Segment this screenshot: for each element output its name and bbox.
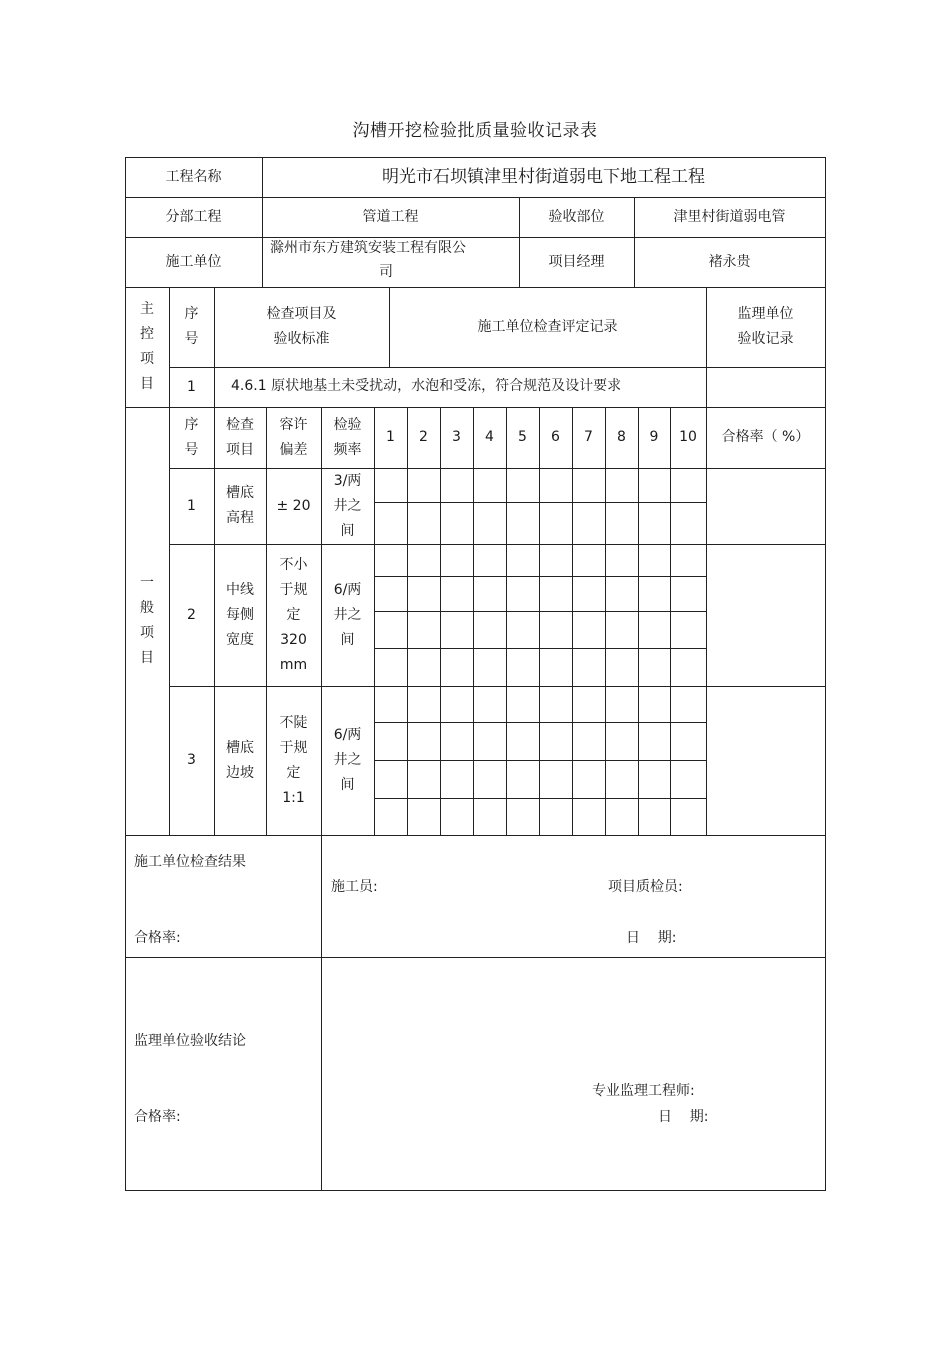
- supervision-engineer-label: 专业监理工程师:: [592, 1083, 695, 1099]
- header-text: 频率: [333, 441, 362, 458]
- sub-project-label: 分部工程: [165, 208, 222, 225]
- grid-line: [506, 407, 507, 836]
- cell-text: 每侧: [226, 606, 254, 623]
- grid-line: [440, 407, 441, 836]
- main-control-char: 控: [140, 326, 154, 342]
- cell-text: 于规: [279, 581, 308, 598]
- contractor-label: 施工单位: [165, 253, 222, 270]
- pass-rate-header: 合格率（ %）: [721, 429, 810, 445]
- general-label: [125, 407, 169, 835]
- point-number-header: 5: [518, 429, 527, 445]
- supervision-date-label: 日 期:: [658, 1109, 709, 1125]
- qc-label: 项目质检员:: [608, 879, 683, 895]
- cell-text: 宽度: [226, 631, 254, 648]
- point-number-header: 2: [419, 429, 428, 445]
- header-text: 验收记录: [737, 331, 794, 347]
- main-control-char: 主: [140, 301, 154, 317]
- cell-text: mm: [279, 656, 308, 673]
- cell-text: 1:1: [282, 789, 305, 806]
- cell-text: 于规: [279, 739, 308, 756]
- header-text: 监理单位: [737, 306, 794, 322]
- cell-text: 边坡: [226, 764, 254, 781]
- contractor-value-line1: 滁州市东方建筑安装工程有限公: [270, 240, 466, 256]
- grid-line: [125, 835, 826, 836]
- general-char: 般: [140, 600, 154, 616]
- cell-text: 定: [286, 606, 301, 623]
- grid-line: [374, 502, 707, 503]
- grid-line: [169, 544, 826, 545]
- point-number-header: 7: [584, 429, 593, 445]
- grid-line: [125, 287, 826, 288]
- grid-line: [374, 611, 707, 612]
- grid-line: [706, 287, 707, 836]
- header-text: 项目: [226, 441, 254, 458]
- grid-line: [634, 197, 635, 288]
- grid-line: [125, 157, 826, 158]
- general-tolerance-header: [266, 407, 321, 468]
- supervision-pass-rate-label: 合格率:: [134, 1109, 181, 1125]
- manager-label: 项目经理: [548, 253, 605, 270]
- grid-line: [374, 722, 707, 723]
- cell-text: 槽底: [226, 739, 254, 756]
- general-row-frequency: [321, 468, 374, 544]
- grid-line: [407, 407, 408, 836]
- grid-line: [169, 367, 826, 368]
- sub-project-value: 管道工程: [362, 208, 419, 225]
- general-row-tolerance: [266, 544, 321, 686]
- grid-line: [638, 407, 639, 836]
- grid-line: [572, 407, 573, 836]
- grid-line: [374, 760, 707, 761]
- cell-text: 320: [280, 631, 307, 648]
- cell-text: 不小: [279, 556, 308, 573]
- grid-line: [539, 407, 540, 836]
- general-row-seq: 3: [187, 752, 196, 768]
- contractor-pass-rate-label: 合格率:: [134, 930, 181, 946]
- grid-line: [321, 407, 322, 836]
- grid-line: [389, 287, 390, 368]
- grid-line: [374, 407, 375, 836]
- header-text: 序: [184, 416, 199, 433]
- header-text: 检查项目及: [266, 306, 337, 322]
- grid-line: [670, 407, 671, 836]
- cell-text: 井之: [333, 752, 362, 768]
- grid-line: [321, 835, 322, 1191]
- header-text: 容许: [279, 416, 308, 433]
- grid-line: [214, 287, 215, 836]
- general-char: 项: [140, 625, 154, 641]
- cell-text: 3/两: [333, 472, 362, 489]
- main-control-label: [125, 287, 169, 407]
- supervision-result-label: 监理单位验收结论: [134, 1033, 246, 1049]
- point-number-header: 1: [386, 429, 395, 445]
- header-text: 号: [184, 331, 199, 347]
- point-number-header: 10: [679, 429, 697, 445]
- general-row-seq: 1: [187, 497, 196, 514]
- general-row-seq: 2: [187, 606, 196, 623]
- cell-text: 间: [340, 777, 355, 793]
- point-number-header: 4: [485, 429, 494, 445]
- grid-line: [262, 157, 263, 288]
- manager-value: 褚永贵: [708, 253, 751, 270]
- general-row-item: [214, 686, 266, 835]
- page-title: 沟槽开挖检验批质量验收记录表: [352, 121, 598, 141]
- main-row-text: 4.6.1 原状地基土未受扰动，水泡和受冻，符合规范及设计要求: [231, 378, 622, 394]
- grid-line: [169, 287, 170, 836]
- contractor-result-label: 施工单位检查结果: [134, 854, 246, 870]
- cell-text: 6/两: [333, 581, 362, 598]
- grid-line: [473, 407, 474, 836]
- general-row-frequency: [321, 544, 374, 686]
- general-item-header: [214, 407, 266, 468]
- general-char: 目: [140, 650, 154, 666]
- cell-text: 槽底: [226, 485, 254, 501]
- main-item-header: [214, 287, 389, 367]
- project-name-label: 工程名称: [165, 168, 222, 185]
- general-row-item: [214, 468, 266, 544]
- general-row-tolerance: [266, 686, 321, 835]
- grid-line: [125, 407, 826, 408]
- header-text: 偏差: [279, 441, 308, 458]
- header-text: 检查: [226, 416, 254, 433]
- main-record-header: 施工单位检查评定记录: [477, 318, 618, 335]
- general-row-frequency: [321, 686, 374, 835]
- grid-line: [605, 407, 606, 836]
- cell-text: ± 20: [276, 497, 311, 514]
- point-number-header: 9: [649, 429, 659, 445]
- header-text: 序: [184, 306, 199, 322]
- header-text: 号: [184, 441, 199, 458]
- grid-line: [169, 686, 826, 687]
- grid-line: [125, 157, 126, 1191]
- main-control-char: 项: [140, 351, 154, 367]
- cell-text: 高程: [226, 510, 254, 526]
- grid-line: [169, 468, 826, 469]
- main-control-char: 目: [140, 376, 154, 392]
- grid-line: [125, 197, 826, 198]
- general-row-item: [214, 544, 266, 686]
- grid-line: [125, 237, 826, 238]
- grid-line: [374, 576, 707, 577]
- contractor-date-label: 日 期:: [626, 930, 677, 946]
- grid-line: [519, 197, 520, 288]
- header-text: 验收标准: [273, 331, 330, 347]
- cell-text: 间: [340, 522, 355, 539]
- cell-text: 定: [286, 764, 301, 781]
- acceptance-part-value: 津里村街道弱电管: [673, 208, 786, 225]
- acceptance-part-label: 验收部位: [548, 208, 605, 225]
- header-text: 检验: [333, 416, 362, 433]
- grid-line: [125, 957, 826, 958]
- cell-text: 中线: [226, 581, 254, 598]
- point-number-header: 8: [617, 429, 626, 445]
- grid-line: [125, 1190, 826, 1191]
- cell-text: 不陡: [279, 714, 308, 731]
- point-number-header: 6: [551, 429, 560, 445]
- main-seq-header: [169, 287, 214, 367]
- cell-text: 间: [340, 631, 355, 648]
- general-row-tolerance: [266, 468, 321, 544]
- cell-text: 井之: [333, 606, 362, 623]
- contractor-value-line2: 司: [379, 264, 393, 280]
- project-name-value: 明光市石坝镇津里村街道弱电下地工程工程: [382, 166, 705, 187]
- grid-line: [374, 648, 707, 649]
- grid-line: [374, 798, 707, 799]
- cell-text: 井之: [333, 497, 362, 514]
- grid-line: [825, 157, 826, 1191]
- general-frequency-header: [321, 407, 374, 468]
- point-number-header: 3: [452, 429, 461, 445]
- general-seq-header: [169, 407, 214, 468]
- worker-label: 施工员:: [331, 879, 378, 895]
- grid-line: [266, 407, 267, 836]
- cell-text: 6/两: [333, 727, 362, 743]
- main-row-seq: 1: [187, 378, 196, 395]
- general-char: 一: [140, 575, 154, 591]
- main-supervision-header: [706, 287, 825, 367]
